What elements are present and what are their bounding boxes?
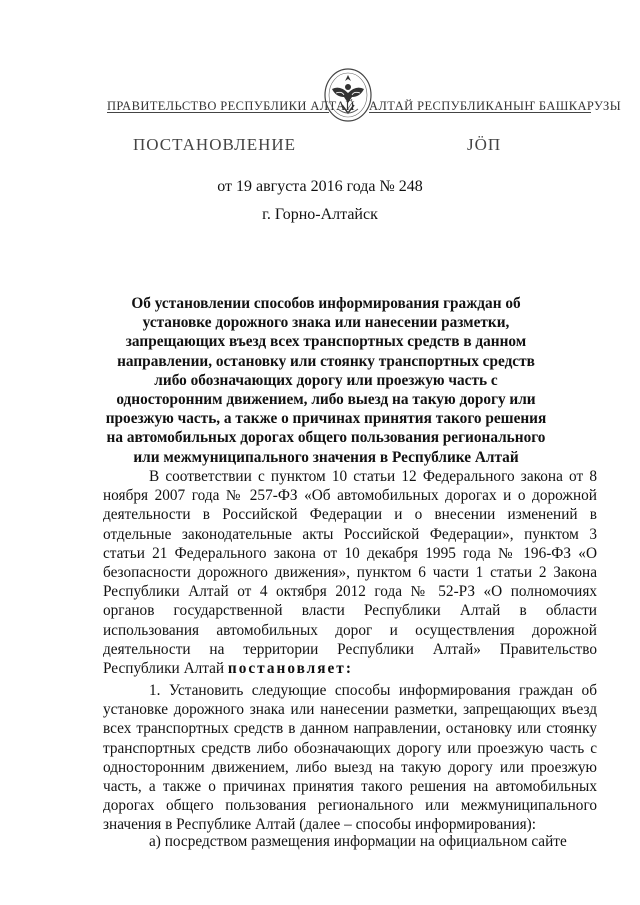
coat-of-arms-emblem bbox=[322, 63, 374, 123]
gov-name-right: АЛТАЙ РЕСПУБЛИКАНЫҤ БАШКАРУЗЫ bbox=[369, 99, 622, 113]
doc-type-left: ПОСТАНОВЛЕНИЕ bbox=[133, 135, 297, 154]
gov-name-left: ПРАВИТЕЛЬСТВО РЕСПУБЛИКИ АЛТАЙ bbox=[107, 99, 355, 113]
preamble-text: В соответствии с пунктом 10 статьи 12 Федерального закона от 8 ноября 2007 года № 257-ФЗ «Об автомобильных дорогах и о дорожной деятельности в Российской Федерации и о внесении изменений в отдельные законодательные акты Российской Федерации», пунктом 3 статьи 21 Федерального закона от 10 декабря 1995 года № 196-ФЗ «О безопасности дорожного движения», пунктом 6 части 1 статьи 2 Закона Республики Алтай от 4 октября 2012 года № 52-РЗ «О полномочиях органов государственной власти Республики Алтай в области использования автомобильных дорог и осуществления дорожной деятельности на территории Республики Алтай» Правительство Республики Алтай bbox=[103, 468, 597, 678]
document-title: Об установлении способов информирования граждан об установке дорожного знака или нанесении разметки, запрещающих въезд всех транспортных средств в данном направлении, остановку или стоянку транспортных средств либо обозначающих дорогу или проезжую часть с односторонним движением, либо выезд на такую дорогу или проезжую часть, а также о причинах принятия такого решения на автомобильных дорогах общего пользования регионального или межмуниципального значения в Республике Алтай bbox=[105, 295, 547, 466]
clause-1-paragraph: 1. Установить следующие способы информирования граждан об установке дорожного знака или нанесении разметки, запрещающих въезд всех транспортных средств в данном направлении, остановку или стоянку транспортных средств либо обозначающих дорогу или проезжую часть с односторонним движением, либо выезд на такую дорогу или проезжую часть, а также о причинах принятия такого решения на автомобильных дорогах общего пользования регионального или межмуниципального значения в Республике Алтай (далее – способы информирования): bbox=[103, 682, 597, 834]
preamble-paragraph bbox=[103, 467, 597, 678]
date-line: от 19 августа 2016 года № 248 bbox=[217, 178, 423, 195]
gov-name-left-rule bbox=[107, 112, 329, 113]
gov-name-right-rule bbox=[369, 112, 591, 113]
city-line: г. Горно-Алтайск bbox=[262, 206, 378, 223]
clause-1a-paragraph: а) посредством размещения информации на официальном сайте bbox=[149, 833, 567, 850]
doc-type-right: ЈӦП bbox=[467, 135, 502, 154]
resolves-word: постановляет: bbox=[227, 660, 353, 678]
